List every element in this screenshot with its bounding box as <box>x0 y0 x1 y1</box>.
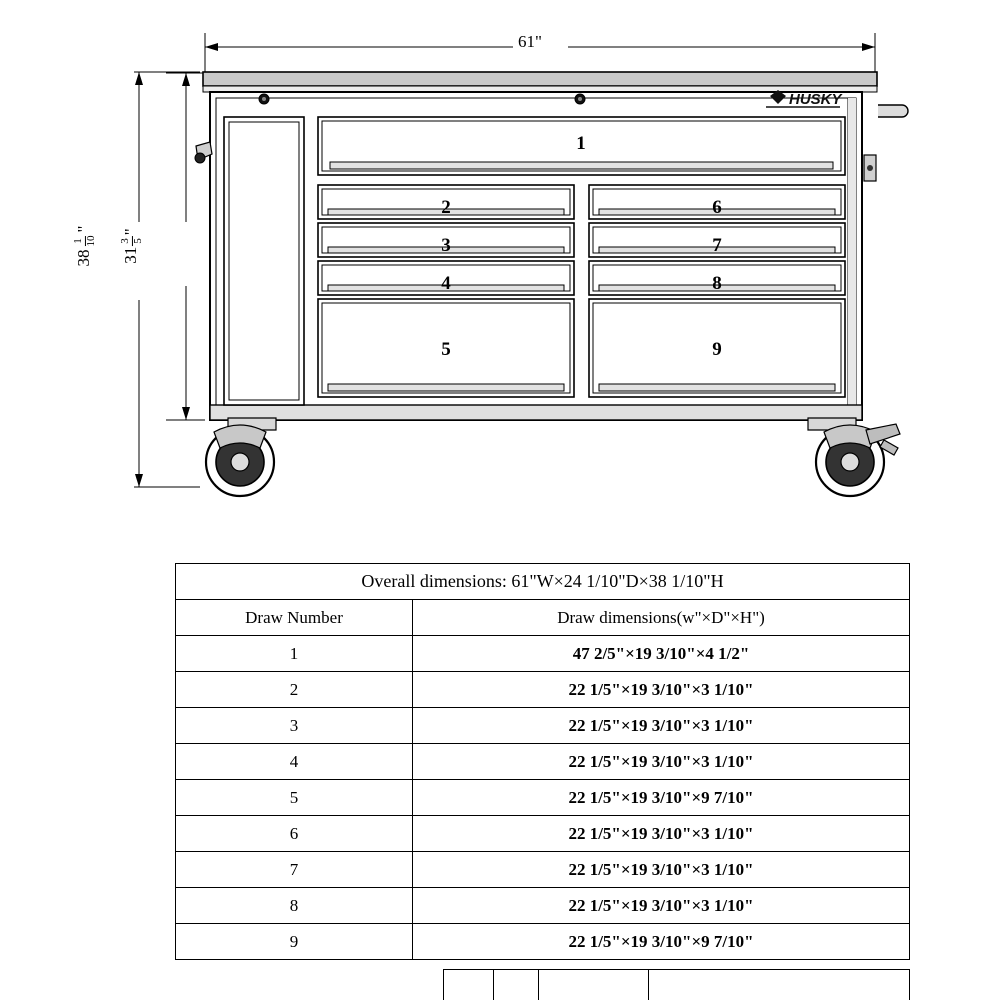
draw-number-cell: 3 <box>176 708 413 744</box>
column-header-draw-number: Draw Number <box>176 600 413 636</box>
draw-dimensions-cell: 22 1/5"×19 3/10"×3 1/10" <box>413 708 910 744</box>
overall-height-dimension-label: 38 1 10 " <box>71 225 97 267</box>
cabinet-height-dimension-label: 31 3 5 " <box>118 228 144 264</box>
stub-cell <box>649 970 909 1000</box>
draw-number-cell: 8 <box>176 888 413 924</box>
drawer-label-8: 8 <box>712 273 722 294</box>
draw-dimensions-cell: 22 1/5"×19 3/10"×3 1/10" <box>413 852 910 888</box>
draw-dimensions-cell: 47 2/5"×19 3/10"×4 1/2" <box>413 636 910 672</box>
drawer-label-4: 4 <box>441 273 451 294</box>
drawer-label-3: 3 <box>441 235 451 256</box>
draw-dimensions-cell: 22 1/5"×19 3/10"×9 7/10" <box>413 924 910 960</box>
drawer-label-5: 5 <box>441 339 451 360</box>
draw-number-cell: 6 <box>176 816 413 852</box>
draw-number-cell: 1 <box>176 636 413 672</box>
table-row <box>176 708 910 744</box>
draw-number-cell: 5 <box>176 780 413 816</box>
draw-dimensions-cell: 22 1/5"×19 3/10"×3 1/10" <box>413 672 910 708</box>
svg-text:HUSKY: HUSKY <box>789 91 842 108</box>
table-row <box>176 924 910 960</box>
width-dimension-label: 61" <box>518 32 542 51</box>
table-row <box>176 780 910 816</box>
casters <box>206 418 900 496</box>
drawer-label-2: 2 <box>441 197 451 218</box>
table-row <box>176 816 910 852</box>
stub-cell <box>444 970 494 1000</box>
draw-dimensions-cell: 22 1/5"×19 3/10"×3 1/10" <box>413 816 910 852</box>
dimensions-table <box>175 563 910 960</box>
draw-number-cell: 9 <box>176 924 413 960</box>
draw-dimensions-cell: 22 1/5"×19 3/10"×3 1/10" <box>413 744 910 780</box>
table-row <box>176 852 910 888</box>
table-row-overall <box>176 564 910 600</box>
table-row <box>176 672 910 708</box>
draw-dimensions-cell: 22 1/5"×19 3/10"×3 1/10" <box>413 888 910 924</box>
table-row <box>176 888 910 924</box>
table-continuation-stub <box>443 969 910 1000</box>
draw-number-cell: 7 <box>176 852 413 888</box>
drawer-label-6: 6 <box>712 197 722 218</box>
stub-cell <box>539 970 649 1000</box>
drawer-label-7: 7 <box>712 235 722 256</box>
drawer-label-1: 1 <box>576 133 586 154</box>
drawer-label-9: 9 <box>712 339 722 360</box>
column-header-draw-dimensions: Draw dimensions(w"×D"×H") <box>413 600 910 636</box>
table-row <box>176 636 910 672</box>
stub-cell <box>494 970 539 1000</box>
draw-dimensions-cell: 22 1/5"×19 3/10"×9 7/10" <box>413 780 910 816</box>
draw-number-cell: 2 <box>176 672 413 708</box>
overall-dimensions-header: Overall dimensions: 61"W×24 1/10"D×38 1/10"H <box>176 564 910 600</box>
side-cabinet-door <box>224 117 304 405</box>
draw-number-cell: 4 <box>176 744 413 780</box>
table-row-header <box>176 600 910 636</box>
table-row <box>176 744 910 780</box>
